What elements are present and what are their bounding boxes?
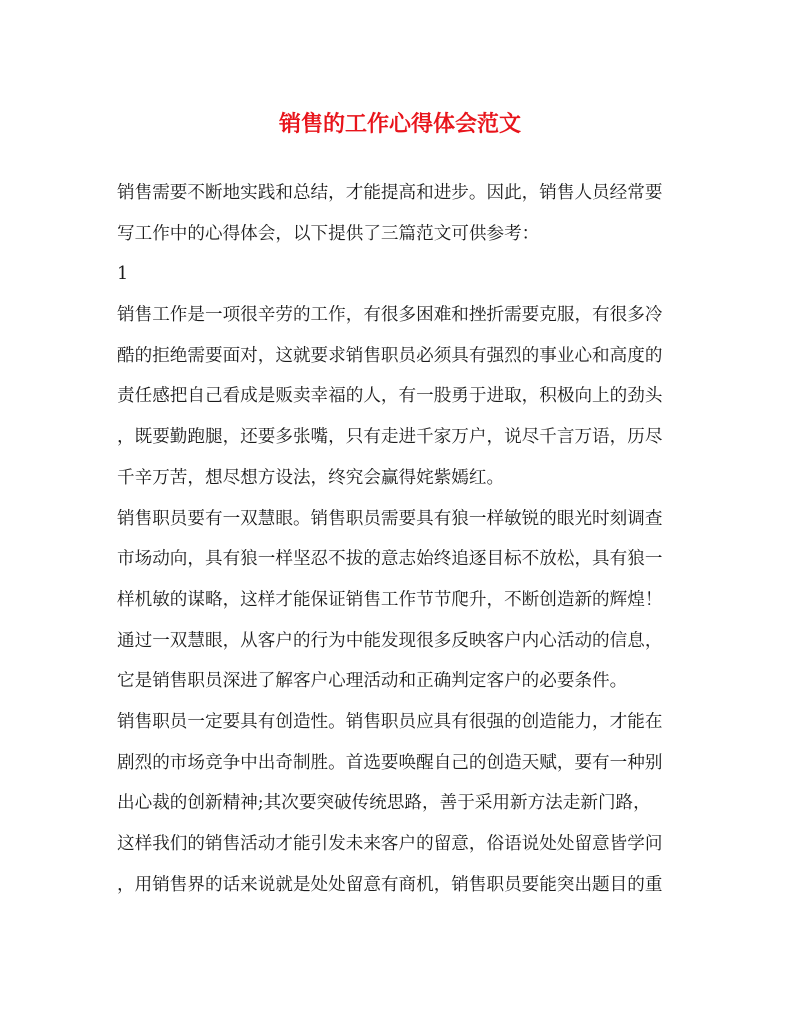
paragraph-line: 市场动向，具有狼一样坚忍不拔的意志始终追逐目标不放松，具有狼一 — [117, 549, 663, 570]
paragraph-line: ，用销售界的话来说就是处处留意有商机，销售职员要能突出题目的重 — [117, 874, 663, 895]
paragraph-line: 剧烈的市场竞争中出奇制胜。首选要唤醒自己的创造天赋，要有一种别 — [117, 752, 663, 773]
paragraph-line: 它是销售职员深进了解客户心理活动和正确判定客户的必要条件。 — [117, 671, 628, 692]
paragraph-line: 千辛万苦，想尽想方设法，终究会赢得姹紫嫣红。 — [117, 467, 505, 488]
paragraph-line: 销售职员一定要具有创造性。销售职员应具有很强的创造能力，才能在 — [117, 711, 663, 732]
paragraph-line: 责任感把自己看成是贩卖幸福的人，有一股勇于进取，积极向上的劲头 — [117, 386, 663, 407]
paragraph-line: 样机敏的谋略，这样才能保证销售工作节节爬升，不断创造新的辉煌！ — [117, 589, 663, 610]
paragraph-line: 酷的拒绝需要面对，这就要求销售职员必须具有强烈的事业心和高度的 — [117, 345, 663, 366]
paragraph-line: 销售职员要有一双慧眼。销售职员需要具有狼一样敏锐的眼光时刻调查 — [117, 508, 663, 529]
paragraph-line: 销售工作是一项很辛劳的工作，有很多困难和挫折需要克服，有很多冷 — [117, 305, 663, 326]
paragraph-line: 出心裁的创新精神;其次要突破传统思路，善于采用新方法走新门路， — [117, 793, 651, 814]
paragraph-line: 这样我们的销售活动才能引发未来客户的留意，俗语说处处留意皆学问 — [117, 834, 663, 854]
paragraph-line: 写工作中的心得体会，以下提供了三篇范文可供参考： — [117, 223, 540, 244]
paragraph-line: ，既要勤跑腿，还要多张嘴，只有走进千家万户，说尽千言万语，历尽 — [117, 427, 663, 448]
section-number: 1 — [117, 264, 129, 285]
document-title: 销售的工作心得体会范文 — [278, 111, 521, 137]
paragraph-line: 销售需要不断地实践和总结，才能提高和进步。因此，销售人员经常要 — [117, 183, 663, 203]
paragraph-line: 通过一双慧眼，从客户的行为中能发现很多反映客户内心活动的信息， — [117, 630, 663, 651]
document-body — [117, 173, 692, 905]
